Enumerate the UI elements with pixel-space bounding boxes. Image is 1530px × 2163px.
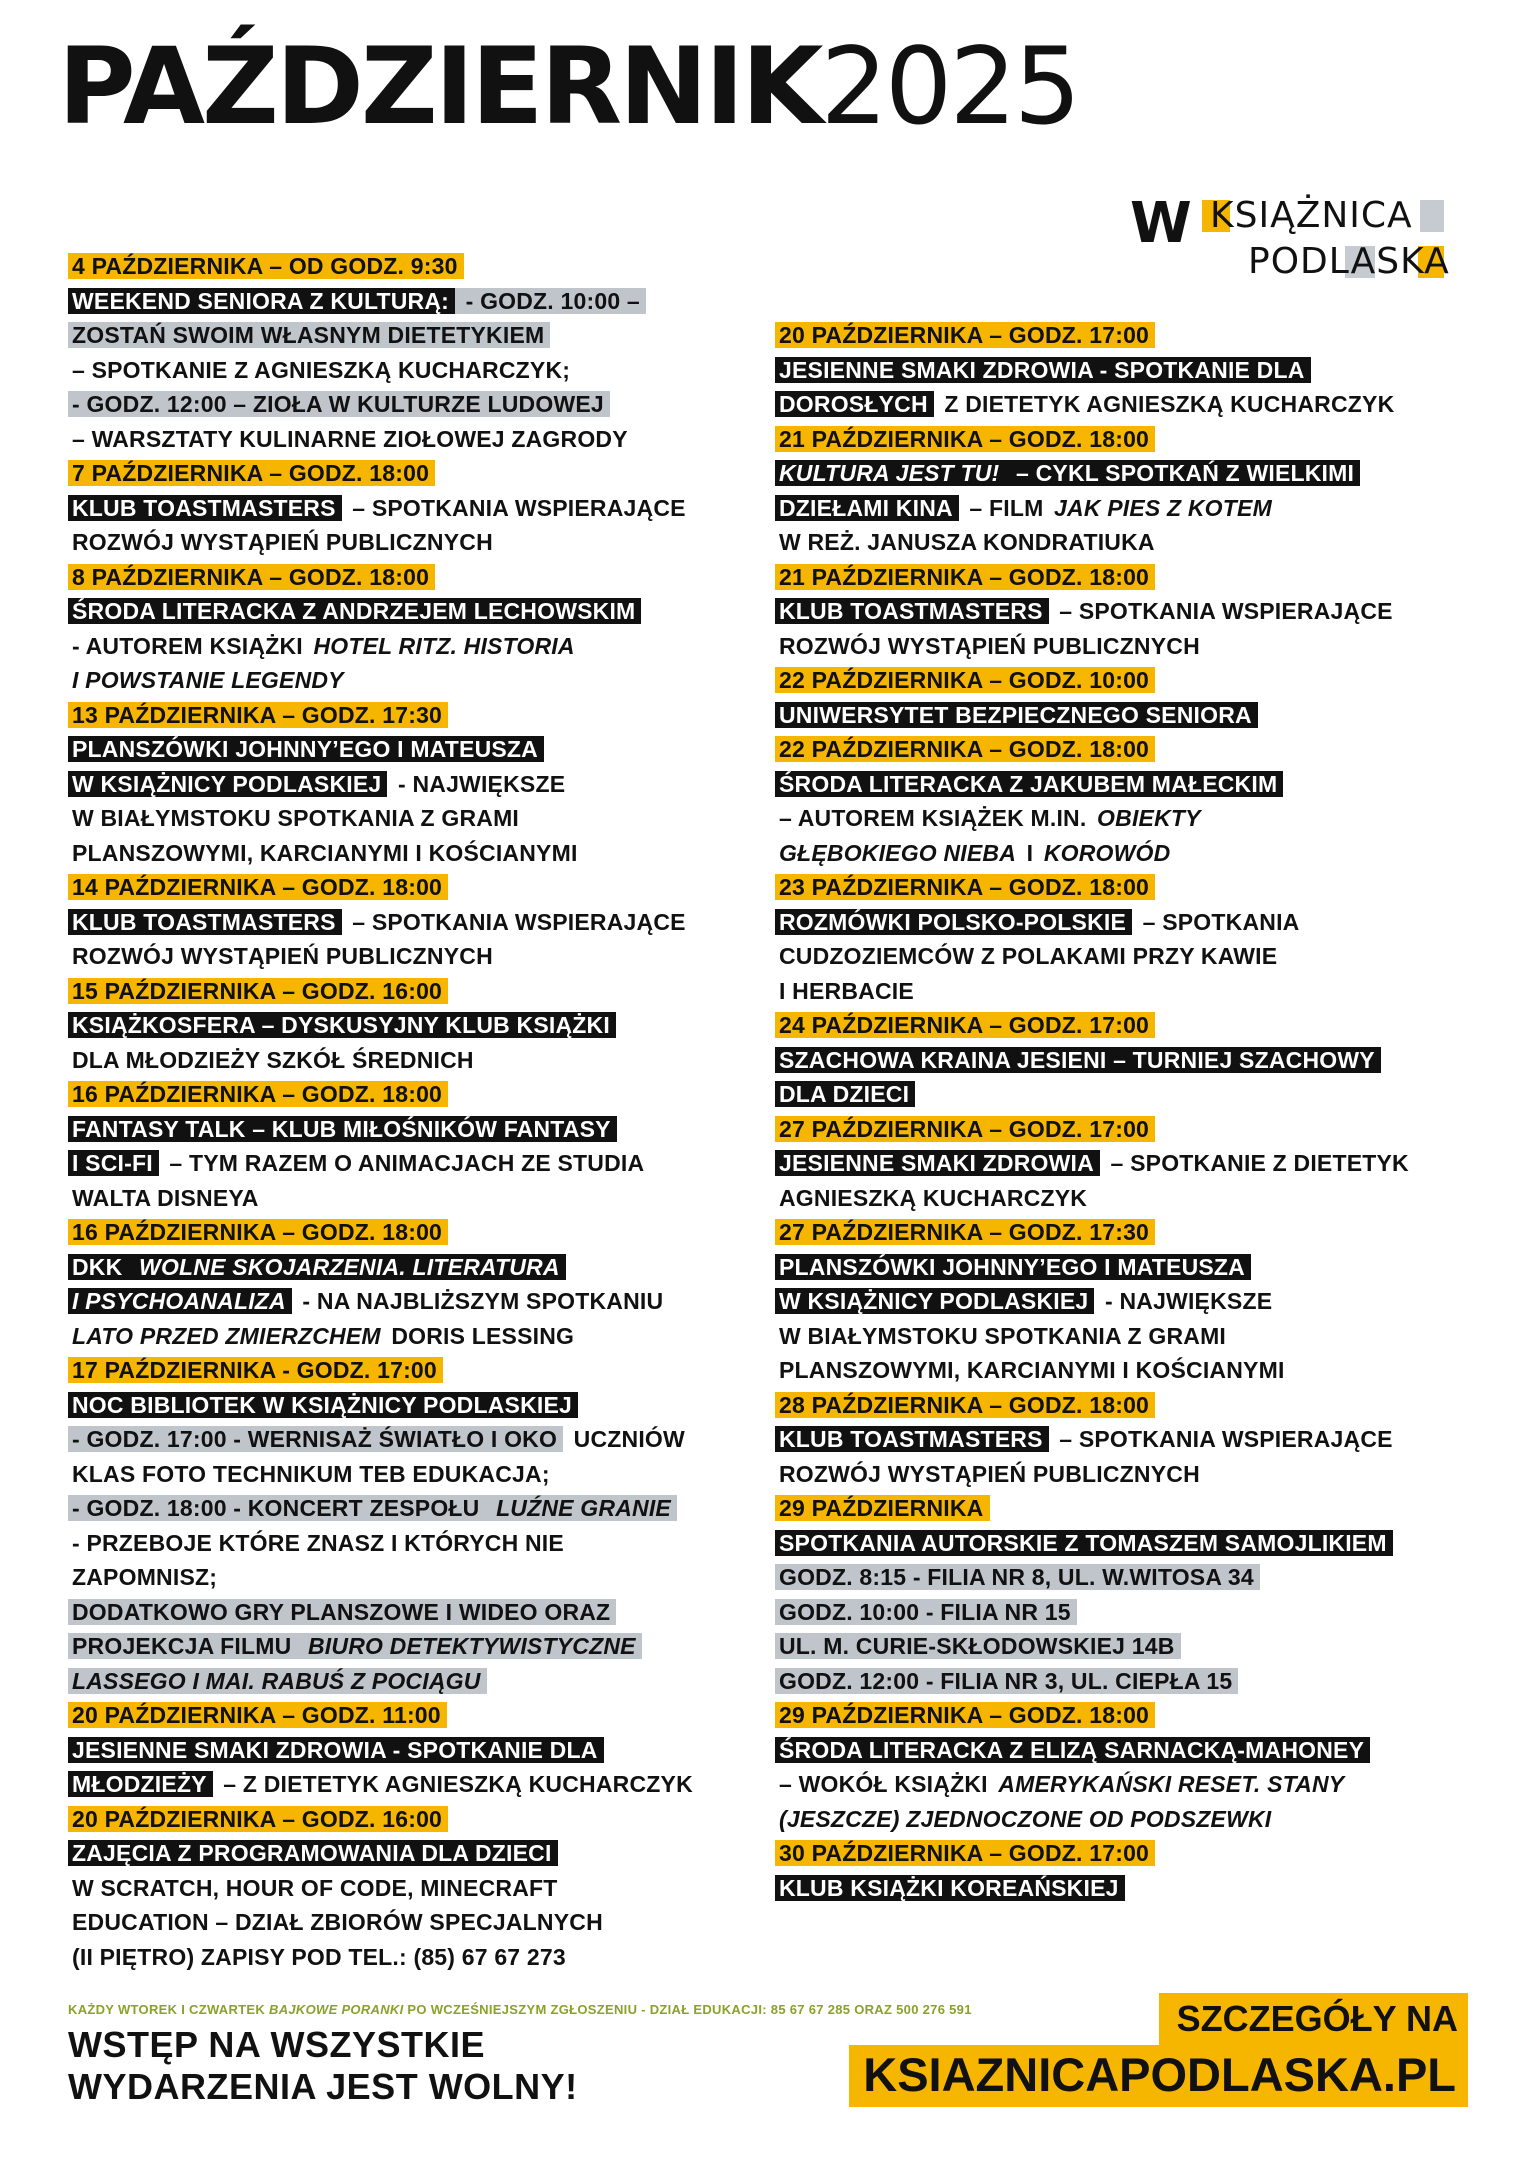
event-date-highlight: 15 PAŹDZIERNIKA – GODZ. 16:00: [68, 978, 448, 1004]
event-date-highlight: 20 PAŹDZIERNIKA – GODZ. 11:00: [68, 1702, 447, 1728]
event-description: (II PIĘTRO) ZAPISY POD TEL.: (85) 67 67 273: [72, 1943, 566, 1970]
event-description: PLANSZOWYMI, KARCIANYMI I KOŚCIANYMI: [779, 1357, 1285, 1383]
event-description: W REŻ. JANUSZA KONDRATIUKA: [779, 529, 1155, 555]
event-line: [68, 836, 768, 871]
event-description: ROZWÓJ WYSTĄPIEŃ PUBLICZNYCH: [779, 1460, 1200, 1487]
event-description: - NAJWIĘKSZE: [1098, 1288, 1273, 1314]
event-date-highlight: 17 PAŹDZIERNIKA - GODZ. 17:00: [68, 1357, 443, 1383]
event-title-highlight: KLUB TOASTMASTERS: [775, 1426, 1049, 1452]
footer-note-post: PO WCZEŚNIEJSZYM ZGŁOSZENIU - DZIAŁ EDUKACJI: 85 67 67 285 ORAZ 500 276 591: [403, 2002, 972, 2017]
event-description: - AUTOREM KSIĄŻKI: [72, 632, 310, 659]
event-description: W SCRATCH, HOUR OF CODE, MINECRAFT: [72, 1874, 558, 1901]
event-line: [68, 525, 768, 560]
event-title-highlight: W KSIĄŻNICY PODLASKIEJ: [775, 1288, 1094, 1314]
event-line: [68, 1146, 768, 1181]
library-logo: [1130, 191, 1460, 291]
event-line: [68, 1008, 768, 1043]
event-date-highlight: 22 PAŹDZIERNIKA – GODZ. 10:00: [775, 667, 1155, 693]
event-description: UCZNIÓW: [567, 1426, 685, 1452]
event-title-highlight: SPOTKANIA AUTORSKIE Z TOMASZEM SAMOJLIKIEM: [775, 1530, 1393, 1556]
free-entry-line1: WSTĘP NA WSZYSTKIE: [68, 2024, 486, 2065]
event-description: – Z DIETETYK AGNIESZKĄ KUCHARCZYK: [216, 1771, 693, 1797]
event-title-highlight: KLUB TOASTMASTERS: [68, 495, 342, 521]
event-line: [775, 905, 1475, 940]
event-line: [775, 629, 1475, 664]
event-title-highlight: NOC BIBLIOTEK W KSIĄŻNICY PODLASKIEJ: [68, 1392, 578, 1418]
event-line: [775, 1871, 1475, 1906]
event-description: GŁĘBOKIEGO NIEBA: [779, 839, 1017, 866]
event-title-highlight: DKK: [68, 1254, 135, 1280]
event-description: W BIAŁYMSTOKU SPOTKANIA Z GRAMI: [779, 1322, 1227, 1349]
event-line: [775, 1319, 1475, 1354]
event-line: [775, 1077, 1475, 1112]
event-line: [68, 974, 768, 1009]
event-line: [775, 1629, 1475, 1664]
logo-accent-gray: [1420, 200, 1444, 232]
event-line: [775, 1664, 1475, 1699]
event-line: [775, 939, 1475, 974]
event-line: [775, 1802, 1475, 1837]
event-description: DLA MŁODZIEŻY SZKÓŁ ŚREDNICH: [72, 1046, 474, 1073]
event-line: [775, 1388, 1475, 1423]
event-line: [68, 1871, 768, 1906]
event-line: [68, 1698, 768, 1733]
event-title-highlight: DZIEŁAMI KINA: [775, 495, 959, 521]
event-line: [68, 284, 768, 319]
event-description: CUDZOZIEMCÓW Z POLAKAMI PRZY KAWIE: [779, 943, 1278, 969]
event-line: [775, 422, 1475, 457]
event-line: [68, 1767, 768, 1802]
event-line: [68, 732, 768, 767]
event-description: KLAS FOTO TECHNIKUM TEB EDUKACJA;: [72, 1460, 550, 1487]
event-title-highlight: SZACHOWA KRAINA JESIENI – TURNIEJ SZACHOWY: [775, 1047, 1381, 1073]
event-line: [775, 698, 1475, 733]
page-title: [58, 25, 1079, 169]
event-description: (JESZCZE) ZJEDNOCZONE OD PODSZEWKI: [779, 1805, 1272, 1832]
event-detail-highlight: ZOSTAŃ SWOIM WŁASNYM DIETETYKIEM: [68, 322, 550, 348]
event-detail-highlight: - GODZ. 10:00 –: [455, 288, 646, 314]
event-line: [775, 1457, 1475, 1492]
title-month: PAŹDZIERNIK: [58, 25, 821, 148]
event-date-highlight: 22 PAŹDZIERNIKA – GODZ. 18:00: [775, 736, 1155, 762]
event-line: [775, 1146, 1475, 1181]
event-description: I HERBACIE: [779, 977, 914, 1004]
event-line: [775, 1112, 1475, 1147]
event-line: [68, 1112, 768, 1147]
event-line: [68, 1629, 768, 1664]
event-line: [775, 1181, 1475, 1216]
event-line: [775, 1284, 1475, 1319]
event-detail-highlight: PROJEKCJA FILMU: [68, 1633, 304, 1659]
event-description: Z DIETETYK AGNIESZKĄ KUCHARCZYK: [937, 391, 1395, 417]
event-line: [775, 767, 1475, 802]
event-line: [68, 1284, 768, 1319]
event-date-highlight: 27 PAŹDZIERNIKA – GODZ. 17:00: [775, 1116, 1155, 1142]
event-detail-highlight: UL. M. CURIE-SKŁODOWSKIEJ 14B: [775, 1633, 1181, 1659]
event-detail-highlight: - GODZ. 12:00 – ZIOŁA W KULTURZE LUDOWEJ: [68, 391, 610, 417]
event-title-highlight: W KSIĄŻNICY PODLASKIEJ: [68, 771, 387, 797]
event-line: [68, 1353, 768, 1388]
event-description: I POWSTANIE LEGENDY: [72, 667, 344, 693]
event-line: [68, 1181, 768, 1216]
event-date-highlight: 30 PAŹDZIERNIKA – GODZ. 17:00: [775, 1840, 1155, 1866]
event-description: WALTA DISNEYA: [72, 1184, 259, 1211]
event-description: ROZWÓJ WYSTĄPIEŃ PUBLICZNYCH: [72, 943, 493, 969]
event-date-highlight: 20 PAŹDZIERNIKA – GODZ. 16:00: [68, 1806, 448, 1832]
event-date-highlight: 29 PAŹDZIERNIKA – GODZ. 18:00: [775, 1702, 1155, 1728]
event-line: [775, 870, 1475, 905]
event-line: [68, 698, 768, 733]
event-line: [775, 387, 1475, 422]
event-description: HOTEL RITZ. HISTORIA: [313, 632, 575, 659]
event-description: – SPOTKANIE Z AGNIESZKĄ KUCHARCZYK;: [72, 356, 571, 383]
event-line: [68, 1560, 768, 1595]
event-line: [775, 1008, 1475, 1043]
event-description: – FILM: [962, 494, 1051, 521]
details-box: [808, 1993, 1468, 2107]
event-title-highlight: KLUB TOASTMASTERS: [775, 598, 1049, 624]
event-detail-highlight: - GODZ. 17:00 - WERNISAŻ ŚWIATŁO I OKO: [68, 1426, 563, 1452]
event-title-highlight: WEEKEND SENIORA Z KULTURĄ:: [68, 288, 455, 314]
event-title-highlight: UNIWERSYTET BEZPIECZNEGO SENIORA: [775, 702, 1258, 728]
details-label: SZCZEGÓŁY NA: [1159, 1993, 1468, 2045]
event-line: [68, 767, 768, 802]
event-date-highlight: 29 PAŹDZIERNIKA: [775, 1495, 990, 1521]
event-line: [68, 1388, 768, 1423]
free-entry-line2: WYDARZENIA JEST WOLNY!: [68, 2066, 578, 2107]
event-description: ROZWÓJ WYSTĄPIEŃ PUBLICZNYCH: [779, 632, 1200, 659]
event-line: [775, 1422, 1475, 1457]
event-line: [68, 1422, 768, 1457]
event-line: [775, 1560, 1475, 1595]
event-line: [68, 629, 768, 664]
event-line: [775, 732, 1475, 767]
event-detail-highlight: BIURO DETEKTYWISTYCZNE: [304, 1633, 642, 1659]
website-link[interactable]: KSIAZNICAPODLASKA.PL: [849, 2045, 1468, 2107]
event-line: [775, 974, 1475, 1009]
event-line: [68, 491, 768, 526]
event-title-highlight: KLUB KSIĄŻKI KOREAŃSKIEJ: [775, 1875, 1125, 1901]
event-title-highlight: PLANSZÓWKI JOHNNY’EGO I MATEUSZA: [68, 736, 544, 762]
event-description: - PRZEBOJE KTÓRE ZNASZ I KTÓRYCH NIE: [72, 1529, 564, 1556]
event-title-highlight: – CYKL SPOTKAŃ Z WIELKIMI: [1005, 460, 1360, 486]
event-date-highlight: 4 PAŹDZIERNIKA – OD GODZ. 9:30: [68, 253, 464, 279]
event-detail-highlight: GODZ. 10:00 - FILIA NR 15: [775, 1599, 1077, 1625]
events-right-column: [775, 318, 1475, 1905]
event-line: [68, 1215, 768, 1250]
logo-prefix: W: [1130, 191, 1192, 256]
free-entry-notice: [68, 2024, 578, 2108]
event-detail-highlight: DODATKOWO GRY PLANSZOWE I WIDEO ORAZ: [68, 1599, 616, 1625]
event-line: [68, 1733, 768, 1768]
event-line: [68, 1526, 768, 1561]
event-description: – SPOTKANIE Z DIETETYK: [1103, 1150, 1409, 1176]
event-description: KOROWÓD: [1043, 839, 1171, 866]
event-line: [68, 939, 768, 974]
event-line: [68, 1595, 768, 1630]
logo-line2: PODLASKA: [1248, 241, 1450, 282]
event-line: [68, 456, 768, 491]
event-description: – SPOTKANIA WSPIERAJĄCE: [1052, 598, 1393, 624]
event-title-highlight: DLA DZIECI: [775, 1081, 915, 1107]
event-title-highlight: ROZMÓWKI POLSKO-POLSKIE: [775, 909, 1132, 935]
event-description: AMERYKAŃSKI RESET. STANY: [998, 1771, 1345, 1797]
event-line: [775, 1353, 1475, 1388]
event-title-highlight: I SCI-FI: [68, 1150, 159, 1176]
event-title-highlight: DOROSŁYCH: [775, 391, 934, 417]
events-left-column: [68, 249, 768, 1974]
event-line: [775, 1767, 1475, 1802]
event-description: LATO PRZED ZMIERZCHEM: [72, 1322, 381, 1349]
event-date-highlight: 20 PAŹDZIERNIKA – GODZ. 17:00: [775, 322, 1155, 348]
event-line: [68, 318, 768, 353]
event-line: [775, 525, 1475, 560]
event-line: [775, 836, 1475, 871]
event-date-highlight: 13 PAŹDZIERNIKA – GODZ. 17:30: [68, 702, 448, 728]
event-description: – WOKÓŁ KSIĄŻKI: [779, 1771, 995, 1797]
event-line: [68, 422, 768, 457]
event-date-highlight: 14 PAŹDZIERNIKA – GODZ. 18:00: [68, 874, 448, 900]
event-line: [68, 663, 768, 698]
event-line: [775, 1250, 1475, 1285]
event-line: [775, 1836, 1475, 1871]
event-description: – SPOTKANIA WSPIERAJĄCE: [345, 908, 686, 935]
event-line: [68, 1319, 768, 1354]
event-line: [68, 1491, 768, 1526]
event-title-highlight: KLUB TOASTMASTERS: [68, 909, 342, 935]
event-description: JAK PIES Z KOTEM: [1054, 494, 1272, 521]
event-title-highlight: JESIENNE SMAKI ZDROWIA - SPOTKANIE DLA: [775, 357, 1311, 383]
event-line: [68, 387, 768, 422]
event-description: ROZWÓJ WYSTĄPIEŃ PUBLICZNYCH: [72, 529, 493, 555]
event-date-highlight: 21 PAŹDZIERNIKA – GODZ. 18:00: [775, 426, 1155, 452]
event-description: – AUTOREM KSIĄŻEK M.IN.: [779, 805, 1094, 831]
event-description: ZAPOMNISZ;: [72, 1564, 218, 1590]
event-date-highlight: 7 PAŹDZIERNIKA – GODZ. 18:00: [68, 460, 435, 486]
event-title-highlight: JESIENNE SMAKI ZDROWIA - SPOTKANIE DLA: [68, 1737, 604, 1763]
event-line: [775, 491, 1475, 526]
event-line: [68, 594, 768, 629]
event-date-highlight: 28 PAŹDZIERNIKA – GODZ. 18:00: [775, 1392, 1155, 1418]
event-title-highlight: JESIENNE SMAKI ZDROWIA: [775, 1150, 1100, 1176]
event-description: EDUCATION – DZIAŁ ZBIORÓW SPECJALNYCH: [72, 1909, 603, 1935]
event-line: [68, 1043, 768, 1078]
event-line: [775, 456, 1475, 491]
event-line: [68, 249, 768, 284]
event-date-highlight: 21 PAŹDZIERNIKA – GODZ. 18:00: [775, 564, 1155, 590]
event-line: [68, 353, 768, 388]
footer-note-pre: KAŻDY WTOREK I CZWARTEK: [68, 2002, 269, 2017]
event-title-highlight: ŚRODA LITERACKA Z ELIZĄ SARNACKĄ-MAHONEY: [775, 1737, 1370, 1763]
event-line: [68, 1457, 768, 1492]
event-line: [68, 1077, 768, 1112]
event-date-highlight: 16 PAŹDZIERNIKA – GODZ. 18:00: [68, 1081, 448, 1107]
event-line: [68, 870, 768, 905]
event-line: [775, 1733, 1475, 1768]
event-description: DORIS LESSING: [384, 1322, 575, 1349]
event-description: – TYM RAZEM O ANIMACJACH ZE STUDIA: [162, 1150, 645, 1176]
event-date-highlight: 24 PAŹDZIERNIKA – GODZ. 17:00: [775, 1012, 1155, 1038]
event-line: [775, 1215, 1475, 1250]
event-line: [775, 663, 1475, 698]
event-detail-highlight: LUŹNE GRANIE: [492, 1495, 677, 1521]
event-title-highlight: PLANSZÓWKI JOHNNY’EGO I MATEUSZA: [775, 1254, 1251, 1280]
event-description: OBIEKTY: [1097, 805, 1201, 831]
event-description: – SPOTKANIA WSPIERAJĄCE: [1052, 1426, 1393, 1452]
event-title-highlight: I PSYCHOANALIZA: [68, 1288, 292, 1314]
event-line: [775, 1491, 1475, 1526]
event-description: I: [1020, 839, 1040, 866]
event-line: [68, 1802, 768, 1837]
event-line: [68, 1664, 768, 1699]
event-title-highlight: WOLNE SKOJARZENIA. LITERATURA: [135, 1254, 566, 1280]
event-date-highlight: 23 PAŹDZIERNIKA – GODZ. 18:00: [775, 874, 1155, 900]
event-date-highlight: 27 PAŹDZIERNIKA – GODZ. 17:30: [775, 1219, 1155, 1245]
event-title-highlight: KULTURA JEST TU!: [775, 460, 1005, 486]
event-description: W BIAŁYMSTOKU SPOTKANIA Z GRAMI: [72, 805, 520, 831]
event-title-highlight: KSIĄŻKOSFERA – DYSKUSYJNY KLUB KSIĄŻKI: [68, 1012, 616, 1038]
event-description: – SPOTKANIA: [1136, 908, 1300, 935]
event-description: PLANSZOWYMI, KARCIANYMI I KOŚCIANYMI: [72, 839, 578, 866]
event-detail-highlight: LASSEGO I MAI. RABUŚ Z POCIĄGU: [68, 1668, 487, 1694]
event-description: – SPOTKANIA WSPIERAJĄCE: [345, 494, 686, 521]
event-line: [68, 1905, 768, 1940]
event-description: – WARSZTATY KULINARNE ZIOŁOWEJ ZAGRODY: [72, 425, 628, 452]
logo-line1: KSIĄŻNICA: [1210, 195, 1413, 236]
event-date-highlight: 16 PAŹDZIERNIKA – GODZ. 18:00: [68, 1219, 448, 1245]
event-line: [775, 353, 1475, 388]
event-line: [68, 1940, 768, 1975]
event-description: AGNIESZKĄ KUCHARCZYK: [779, 1184, 1088, 1211]
event-description: - NA NAJBLIŻSZYM SPOTKANIU: [295, 1288, 664, 1314]
event-line: [775, 560, 1475, 595]
event-line: [775, 594, 1475, 629]
event-title-highlight: MŁODZIEŻY: [68, 1771, 213, 1797]
event-date-highlight: 8 PAŹDZIERNIKA – GODZ. 18:00: [68, 564, 435, 590]
event-line: [775, 318, 1475, 353]
event-line: [68, 905, 768, 940]
event-line: [68, 1836, 768, 1871]
event-detail-highlight: GODZ. 8:15 - FILIA NR 8, UL. W.WITOSA 34: [775, 1564, 1260, 1590]
footer-note-italic: BAJKOWE PORANKI: [269, 2002, 404, 2017]
event-line: [775, 1595, 1475, 1630]
event-title-highlight: ŚRODA LITERACKA Z JAKUBEM MAŁECKIM: [775, 771, 1283, 797]
event-title-highlight: FANTASY TALK – KLUB MIŁOŚNIKÓW FANTASY: [68, 1116, 617, 1142]
event-line: [68, 560, 768, 595]
event-line: [775, 801, 1475, 836]
event-line: [68, 801, 768, 836]
event-line: [775, 1698, 1475, 1733]
event-detail-highlight: GODZ. 12:00 - FILIA NR 3, UL. CIEPŁA 15: [775, 1668, 1238, 1694]
title-year: 2025: [820, 25, 1079, 148]
event-title-highlight: ZAJĘCIA Z PROGRAMOWANIA DLA DZIECI: [68, 1840, 558, 1866]
event-line: [775, 1526, 1475, 1561]
event-line: [68, 1250, 768, 1285]
event-line: [775, 1043, 1475, 1078]
event-detail-highlight: - GODZ. 18:00 - KONCERT ZESPOŁU: [68, 1495, 492, 1521]
event-title-highlight: ŚRODA LITERACKA Z ANDRZEJEM LECHOWSKIM: [68, 598, 641, 624]
event-description: - NAJWIĘKSZE: [391, 770, 566, 797]
